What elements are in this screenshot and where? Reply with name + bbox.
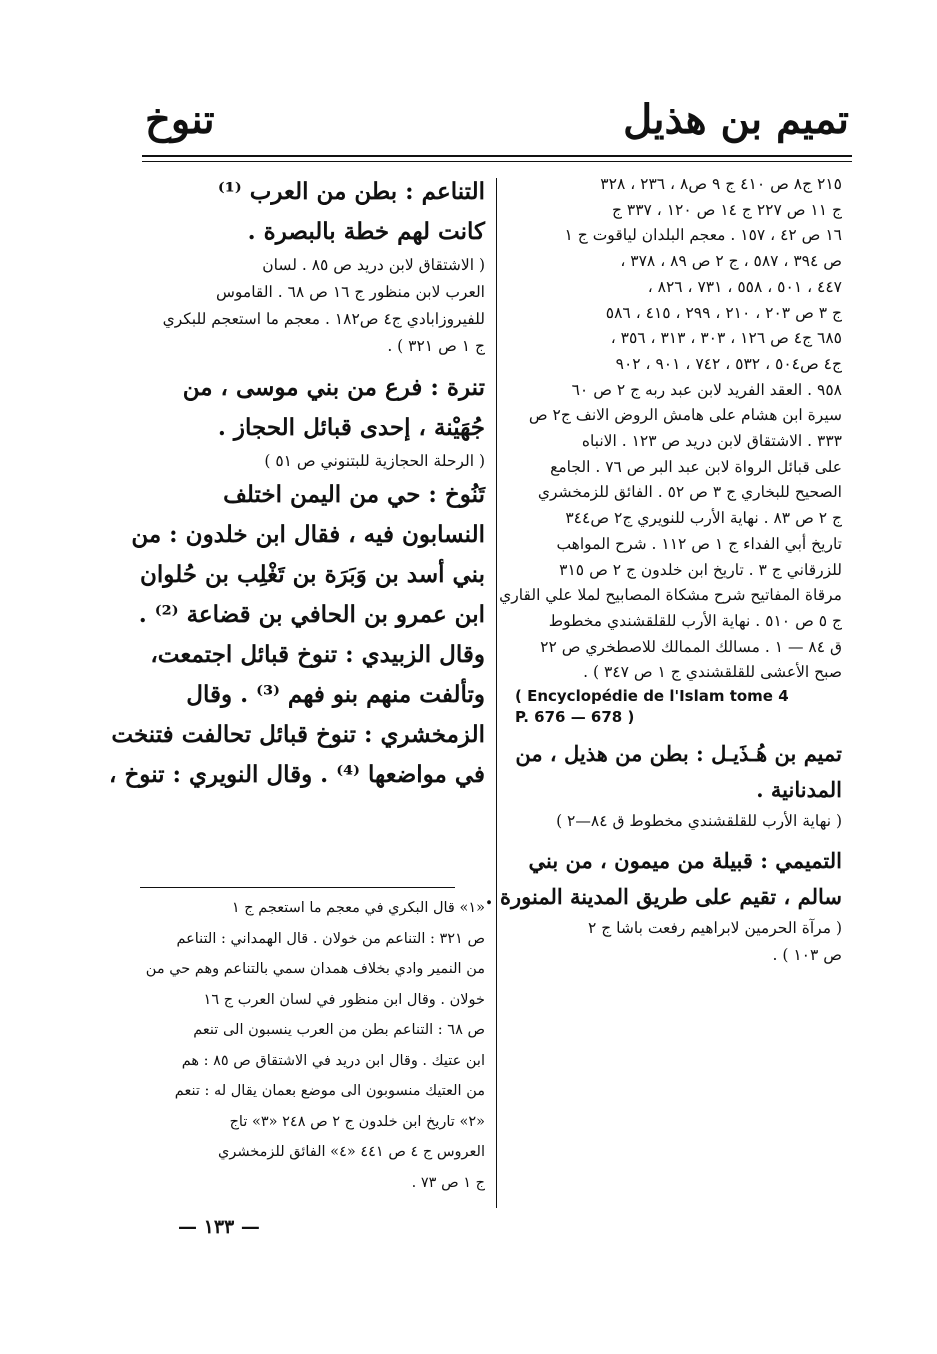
- entry-text-line: المدنانية .: [756, 777, 842, 803]
- footnote-line: ص ٣٢١ : التناعم من خولان . قال الهمداني : التناعم: [176, 930, 485, 947]
- header-rule-thick: [142, 155, 852, 157]
- entry-text-line: سالم ، تقيم على طريق المدينة المنورة .: [485, 884, 842, 910]
- entry-text-line: في مواضعها ⁽⁴⁾ . وقال النويري : تنوخ ،: [109, 761, 485, 788]
- reference-line: ج ٣ ص ٢٠٣ ، ٢١٠ ، ٢٩٩ ، ٤١٥ ، ٥٨٦: [605, 303, 842, 322]
- entry-source-line: للفيروزابادي ج٤ ص١٨٢ . معجم ما استعجم للبكري: [162, 310, 485, 328]
- entry-source-line: ص ١٠٣ ) .: [772, 946, 842, 965]
- footnote-line: من النمير وادي بخلاف همدان سمي بالتناعم وهم حي من: [145, 961, 485, 977]
- footnote-line: من العتيك منسوبون الى موضع بعمان يقال له : تنعم: [174, 1083, 485, 1099]
- entry-tamim-bin-hudhayl: [515, 736, 842, 835]
- entry-text-line: كانت لهم خطة بالبصرة .: [247, 218, 485, 245]
- footnote-line: ص ٦٨ : التناعم بطن من العرب ينسبون الى تنعم: [193, 1022, 485, 1038]
- column-divider: [496, 178, 497, 1208]
- footnotes: [140, 893, 485, 1198]
- reference-line: تاريخ أبي الفداء ج ١ ص ١١٢ . شرح المواهب: [556, 534, 842, 553]
- running-head-right: تميم بن هذيل: [623, 96, 849, 143]
- entry-text-line: وتألفت منهم بنو فهم ⁽³⁾ . وقال: [186, 681, 485, 708]
- reference-line: ٩٥٨ . العقد الفريد لابن عبد ربه ج ٢ ص ٦٠: [571, 380, 842, 399]
- right-column: [485, 172, 842, 969]
- reference-line: ١٦ ص ٤٢ ، ١٥٧ . معجم البلدان لياقوت ج ١: [564, 226, 842, 245]
- entry-text-line: التناعم : بطن من العرب ⁽¹⁾: [217, 178, 485, 205]
- reference-line: ٣٣٣ . الاشتقاق لابن دريد ص ١٢٣ . الانباه: [581, 432, 842, 451]
- entry-al-tamimi: [485, 843, 842, 969]
- footnote-rule: [140, 887, 455, 888]
- reference-line: صبح الأعشى للقلقشندي ج ١ ص ٣٤٧ ) .: [583, 663, 842, 682]
- footnote-line: العروس ج ٤ ص ٤٤١ «٤» الفائق للزمخشري: [218, 1144, 485, 1160]
- running-head-left: تنوخ: [145, 96, 215, 143]
- reference-line: ص ٣٩٤ ، ٥٨٧ ، ج ٢ ص ٨٩ ، ٣٧٨ ،: [620, 252, 842, 271]
- entry-text-line: التميمي : قبيلة من ميمون ، من بني: [528, 848, 842, 874]
- french-reference-line: ( Encyclopédie de l'Islam tome 4: [515, 687, 789, 706]
- footnote-line: ابن عتيك . وقال ابن دريد في الاشتقاق ص ٨٥ : هم: [181, 1052, 485, 1069]
- entry-source-line: ( الاشتقاق لابن دريد ص ٨٥ . لسان: [262, 256, 485, 274]
- header-rule-thin: [142, 161, 852, 162]
- entry-text-line: تَنُوخ : حي من اليمن اختلف: [223, 481, 485, 508]
- entry-text-line: الزمخشري : تنوخ قبائل تحالفت فتنخت: [111, 721, 485, 748]
- reference-line: سيرة ابن هشام على هامش الروض الانف ج٢ ص: [528, 406, 842, 425]
- entry-text-line: تميم بن هُـذَيـل : بطن من هذيل ، من: [515, 741, 842, 767]
- reference-line: ٦٨٥ ج٤ ص ١٢٦ ، ٣٠٣ ، ٣١٣ ، ٣٥٦ ،: [610, 329, 842, 348]
- entry-source: ( نهاية الأرب للقلقشندي مخطوط ق ٨٤—٢ ): [556, 812, 842, 831]
- reference-line: ج ٥ ص ٥١٠ . نهاية الأرب للقلقشندي مخطوط: [548, 611, 842, 630]
- footnote-line: «٢» تاريخ ابن خلدون ج ٢ ص ٢٤٨ «٣» تاج: [229, 1113, 485, 1130]
- entry-text-line: النسابون فيه ، فقال ابن خلدون : من: [131, 521, 485, 548]
- reference-line: ٤٤٧ ، ٥٠١ ، ٥٥٨ ، ٧٣١ ، ٨٢٦ ،: [647, 277, 842, 296]
- reference-line: ق ٨٤ — ١ . مسالك الممالك للاصطخري ص ٢٢: [540, 637, 842, 656]
- footnote-line: خولان . وقال ابن منظور في لسان العرب ج ١٦: [203, 991, 485, 1008]
- french-reference-line: P. 676 — 678 ): [515, 708, 635, 727]
- entry-text-line: ابن عمرو بن الحافي بن قضاعة ⁽²⁾ .: [138, 601, 485, 628]
- reference-line: على قبائل الرواة لابن عبد البر ص ٧٦ . الجامع: [550, 457, 842, 476]
- reference-line: ج ١١ ص ٢٢٧ ج ١٤ ص ١٢٠ ، ٣٣٧ ج: [611, 200, 842, 219]
- entry-source-line: ( مرآة الحرمين لابراهيم رفعت باشا ج ٢: [587, 919, 842, 938]
- entry-source-line: العرب لابن منظور ج ١٦ ص ٦٨ . القاموس: [215, 283, 485, 301]
- entry-source: ( الرحلة الحجازية للبتنوني ص ٥١ ): [264, 452, 485, 470]
- entry-text-line: وقال الزبيدي : تنوخ قبائل اجتمعت،: [150, 641, 485, 668]
- entry-text-line: بني أسد بن وَبَرَة بن تَغْلِب بن حُلوان: [140, 561, 485, 588]
- entry-al-tanaim: [140, 172, 485, 360]
- reference-line: للزرقاني ج ٣ . تاريخ ابن خلدون ج ٢ ص ٣١٥: [559, 560, 842, 579]
- footnote-line: ج ١ ص ٧٣ .: [411, 1174, 485, 1191]
- reference-line: ج٤ ص٥٠٤ ، ٥٣٢ ، ٧٤٢ ، ٩٠١ ، ٩٠٢: [615, 354, 842, 373]
- footnote-line: «١» قال البكري في معجم ما استعجم ج ١: [231, 900, 485, 916]
- reference-list-continued: [499, 172, 842, 686]
- entry-tanra: [140, 368, 485, 475]
- reference-line: الصحيح للبخاري ج ٣ ص ٥٢ . الفائق للزمخشري: [537, 483, 842, 502]
- left-column: [109, 172, 485, 795]
- entry-text-line: تنرة : فرع من بني موسى ، من: [182, 374, 485, 401]
- entry-tanukh: [109, 475, 485, 795]
- page-number: — ١٣٣ —: [178, 1216, 260, 1238]
- reference-line: ٢١٥ ج٨ ص ٤١٠ ج ٩ ص٨ ، ٢٣٦ ، ٣٢٨: [600, 175, 842, 193]
- french-reference: [515, 686, 842, 728]
- entry-text-line: جُهَيْنة ، إحدى قبائل الحجاز .: [217, 414, 485, 441]
- entry-source-line: ج ١ ص ٣٢١ ) .: [387, 337, 485, 355]
- reference-line: مرقاة المفاتيح شرح مشكاة المصابيح لملا علي القاري: [499, 586, 842, 605]
- reference-line: ج ٢ ص ٨٣ . نهاية الأرب للنويري ج٢ ص٣٤٤: [565, 509, 842, 528]
